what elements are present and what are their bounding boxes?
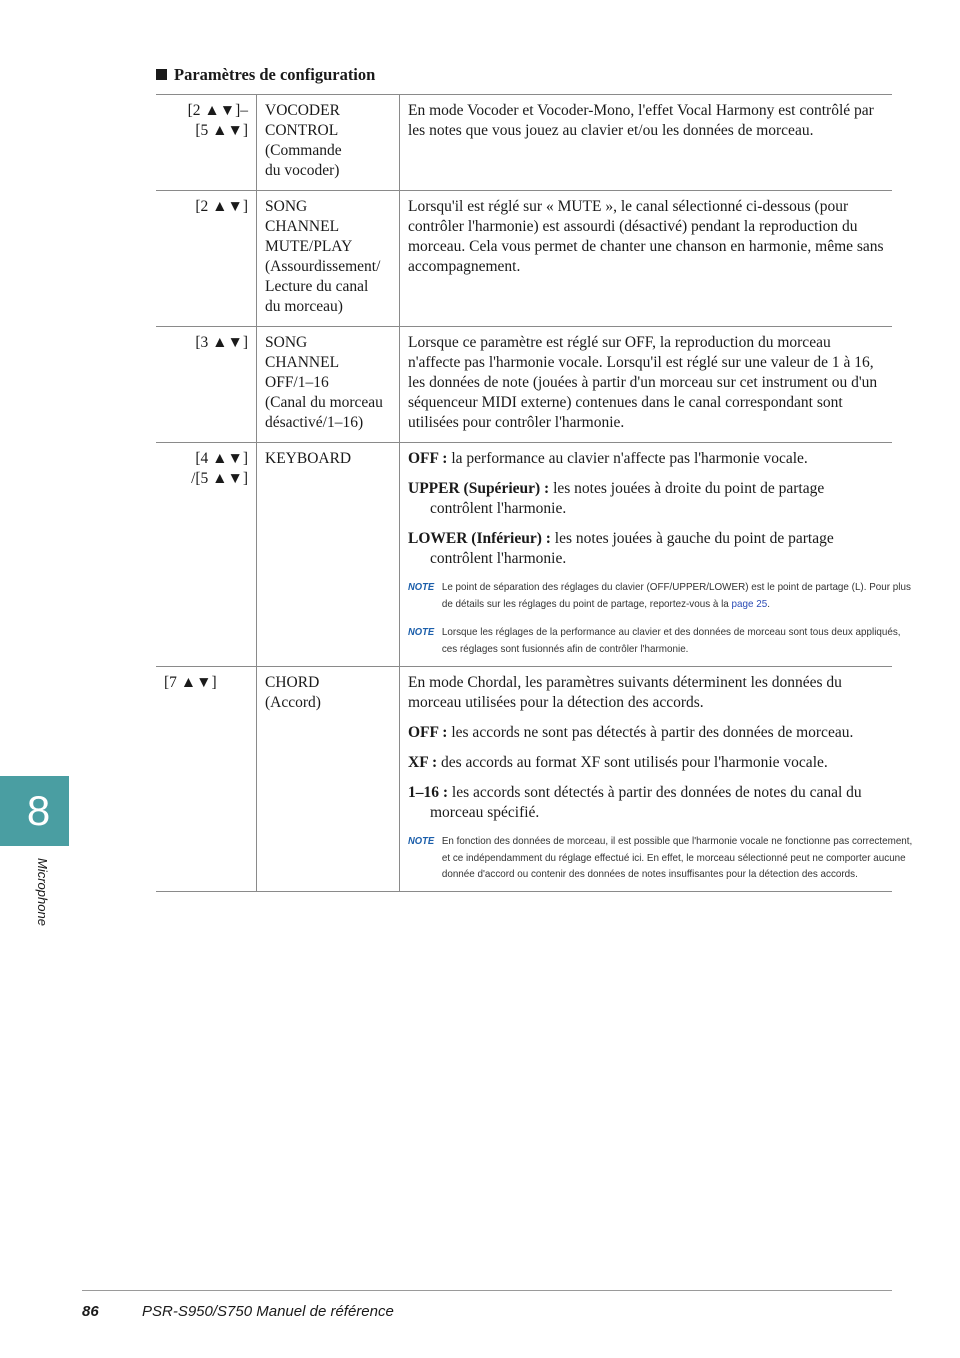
parameter-description — [400, 667, 913, 892]
option-label: LOWER (Inférieur) : — [408, 530, 551, 547]
note-tag: NOTE — [408, 582, 435, 593]
table-row — [156, 191, 892, 327]
option-item — [408, 449, 884, 469]
button-cell: [2 ▲▼] — [156, 191, 257, 327]
table-row — [156, 667, 892, 892]
button-cell: [7 ▲▼] — [156, 667, 257, 892]
parameter-description — [400, 443, 911, 667]
option-label: UPPER (Supérieur) : — [408, 480, 550, 497]
note-text: Le point de séparation des réglages du clavier (OFF/UPPER/LOWER) est le point de partage (L). Pour plus de détails sur les réglages du point de partage, reportez-vous à la — [441, 581, 911, 610]
table-row — [156, 327, 892, 443]
button-cell: [3 ▲▼] — [156, 327, 257, 443]
note-text-end: . — [767, 598, 770, 610]
note — [408, 624, 916, 657]
option-text: les accords sont détectés à partir des données de notes du canal du morceau spécifié. — [430, 784, 862, 821]
description-text: En mode Chordal, les paramètres suivants déterminent les données du morceau utilisées pour la détection des accords. — [408, 674, 842, 711]
option-text: les notes jouées à droite du point de partage contrôlent l'harmonie. — [430, 480, 825, 517]
option-text: les accords ne sont pas détectés à partir des données de morceau. — [447, 724, 854, 741]
option-label: OFF : — [408, 724, 448, 741]
description-text: Lorsque ce paramètre est réglé sur OFF, la reproduction du morceau n'affecte pas l'harmonie vocale. Lorsqu'il est réglé sur une valeur de 1 à 16, les données de note (jouées à partir d'un morceau sur cet instrument ou d'un séquenceur MIDI externe) contenues dans le canal correspondant sont utilisées pour contrôler l'harmonie. — [408, 334, 878, 431]
option-label: XF : — [408, 754, 438, 771]
chapter-number: 8 — [26, 787, 51, 834]
page-link[interactable]: page 25 — [731, 598, 768, 610]
table-row — [156, 443, 892, 667]
option-item — [408, 783, 884, 823]
button-cell: [4 ▲▼] /[5 ▲▼] — [156, 443, 257, 667]
parameters-table — [156, 94, 913, 892]
table-row — [156, 95, 892, 191]
chapter-label: Microphone — [35, 858, 50, 926]
square-bullet-icon — [156, 69, 167, 80]
parameter-name: CHORD (Accord) — [257, 667, 400, 892]
footer-divider — [82, 1290, 892, 1291]
parameter-name: VOCODER CONTROL (Commande du vocoder) — [257, 95, 400, 191]
note — [408, 579, 916, 612]
note-tag: NOTE — [408, 836, 435, 847]
page-number: 86 — [82, 1303, 99, 1320]
option-item — [408, 753, 884, 773]
option-item — [408, 723, 884, 743]
option-item — [408, 529, 884, 569]
note-text: En fonction des données de morceau, il est possible que l'harmonie vocale ne fonctionne pas correctement, et ce indépendamment du réglage effectué ici. En effet, le morceau sélectionné peut ne comporter aucune donnée d'accord ou contenir des données de notes insuffisantes pour la détection des accords. — [441, 835, 913, 880]
option-label: OFF : — [408, 450, 448, 467]
parameter-name: SONG CHANNEL MUTE/PLAY (Assourdissement/ Lecture du canal du morceau) — [257, 191, 400, 327]
section-title — [156, 64, 375, 86]
description-text: Lorsqu'il est réglé sur « MUTE », le canal sélectionné ci-dessous (pour contrôler l'harmonie) est assourdi (désactivé) pendant la reproduction du morceau. Cela vous permet de chanter une chanson en harmonie, même sans accompagnement. — [408, 198, 884, 275]
note-tag: NOTE — [408, 627, 435, 638]
manual-title: PSR-S950/S750 Manuel de référence — [142, 1303, 394, 1320]
note-text: Lorsque les réglages de la performance au clavier et des données de morceau sont tous deux appliqués, ces réglages sont fusionnés afin de contrôler l'harmonie. — [441, 626, 901, 655]
option-text: les notes jouées à gauche du point de partage contrôlent l'harmonie. — [430, 530, 834, 567]
description-text: En mode Vocoder et Vocoder-Mono, l'effet Vocal Harmony est contrôlé par les notes que vous jouez au clavier et/ou les données de morceau. — [408, 102, 874, 139]
parameter-name: KEYBOARD — [257, 443, 400, 667]
parameter-description — [400, 191, 893, 327]
parameter-name: SONG CHANNEL OFF/1–16 (Canal du morceau désactivé/1–16) — [257, 327, 400, 443]
option-label: 1–16 : — [408, 784, 449, 801]
section-title-text: Paramètres de configuration — [174, 65, 376, 84]
parameter-description — [400, 95, 893, 191]
parameter-description — [400, 327, 893, 443]
option-text: la performance au clavier n'affecte pas l'harmonie vocale. — [447, 450, 808, 467]
button-cell: [2 ▲▼]– [5 ▲▼] — [156, 95, 257, 191]
option-text: des accords au format XF sont utilisés pour l'harmonie vocale. — [437, 754, 828, 771]
option-item — [408, 479, 884, 519]
note — [408, 833, 916, 882]
chapter-tab — [0, 776, 69, 846]
